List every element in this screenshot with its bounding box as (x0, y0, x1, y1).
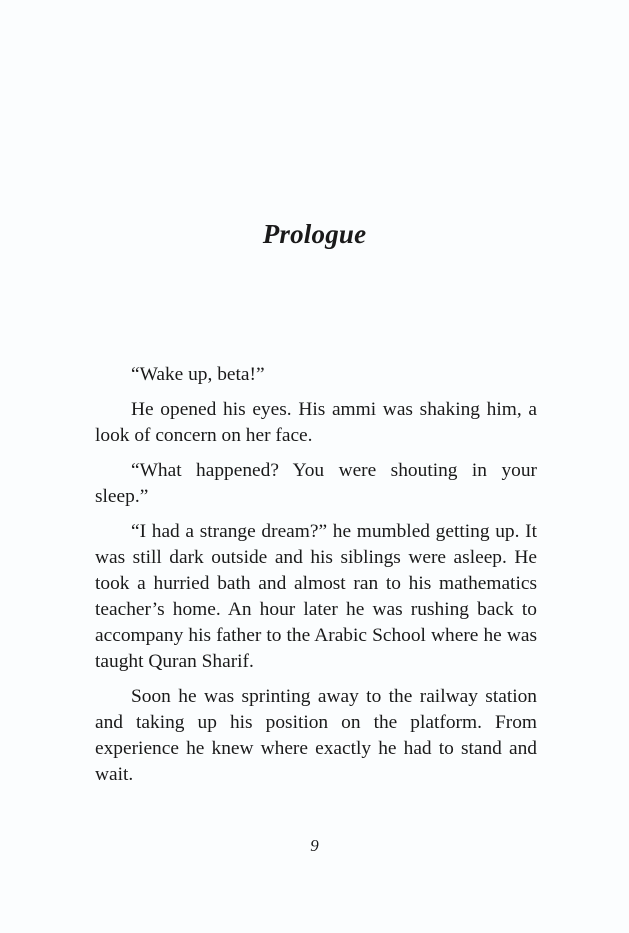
chapter-title: Prologue (262, 219, 367, 249)
paragraph: “I had a strange dream?” he mumbled getting up. It was still dark outside and his siblings were asleep. He took a hurried bath and almost ran to his mathematics teacher’s home. An hour later he was rushing back to accompany his father to the Arabic School where he was taught Quran Sharif. (95, 521, 537, 672)
paragraph: Soon he was sprinting away to the railway station and taking up his position on the platform. From experience he knew where exactly he had to stand and wait. (95, 686, 537, 785)
chapter-body (95, 362, 537, 797)
paragraph: “What happened? You were shouting in your sleep.” (95, 460, 537, 507)
paragraph: He opened his eyes. His ammi was shaking him, a look of concern on her face. (95, 399, 537, 446)
page-number: 9 (310, 836, 319, 855)
paragraph: “Wake up, beta!” (131, 364, 265, 385)
